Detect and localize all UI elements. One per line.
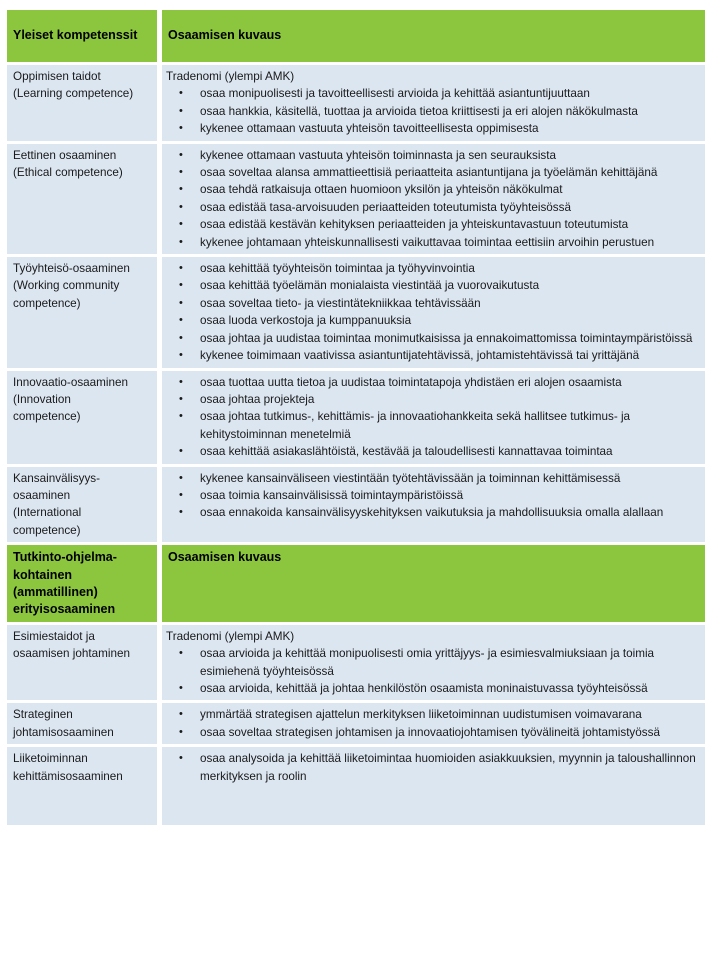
bullet-icon: •	[179, 647, 183, 660]
bullet-icon: •	[179, 488, 183, 501]
bullet-text: osaa luoda verkostoja ja kumppanuuksia	[200, 314, 412, 328]
bullet-icon: •	[179, 349, 183, 362]
competence-name-line: Kansainvälisyys-	[13, 471, 101, 485]
bullet-icon: •	[179, 445, 183, 458]
competence-cell	[7, 144, 157, 254]
section-header-line: Yleiset kompetenssit	[13, 28, 138, 43]
bullet-list	[166, 147, 701, 251]
bullet-icon: •	[179, 725, 183, 738]
bullet-icon: •	[179, 122, 183, 135]
bullet-text: osaa kehittää työelämän monialaista viestintää ja vuorovaikutusta	[200, 279, 540, 293]
competence-name-line: osaaminen	[13, 488, 71, 502]
section-header-row	[7, 10, 705, 62]
bullet-item	[166, 347, 701, 364]
description-cell	[162, 371, 705, 464]
bullet-icon: •	[179, 392, 183, 405]
bullet-text: kykenee kansainväliseen viestintään työtehtävissään ja toiminnan kehittämisessä	[200, 471, 621, 485]
bullet-item	[166, 103, 701, 120]
bullet-text: osaa johtaa projekteja	[200, 392, 315, 406]
bullet-item	[166, 750, 701, 785]
bullet-text: ymmärtää strategisen ajattelun merkityksen liiketoiminnan uudistumisen voimavarana	[200, 708, 642, 722]
competence-name-line: (International	[13, 506, 82, 520]
bullet-icon: •	[179, 104, 183, 117]
table-row	[7, 625, 705, 701]
bullet-icon: •	[179, 200, 183, 213]
competence-name-line: (Ethical competence)	[13, 166, 123, 180]
bullet-text: osaa soveltaa strategisen johtamisen ja innovaatiojohtamisen työvälineitä johtamistyössä	[200, 725, 660, 739]
bullet-list	[166, 706, 701, 741]
section-header-description: Osaamisen kuvaus	[162, 10, 705, 62]
bullet-text: kykenee ottamaan vastuuta yhteisön tavoitteellisesta oppimisesta	[200, 122, 539, 136]
competence-cell	[7, 747, 157, 825]
bullet-text: osaa edistää tasa-arvoisuuden periaatteiden toteutumista työyhteisössä	[200, 200, 571, 214]
bullet-item	[166, 391, 701, 408]
bullet-text: osaa kehittää asiakaslähtöistä, kestävää ja taloudellisesti kannattavaa toimintaa	[200, 445, 613, 459]
competence-table	[2, 7, 710, 828]
section-header-competence	[7, 10, 157, 62]
bullet-icon: •	[179, 262, 183, 275]
bullet-item	[166, 487, 701, 504]
bullet-text: osaa arvioida, kehittää ja johtaa henkilöstön osaamista moninaistuvassa työyhteisössä	[200, 682, 648, 695]
bullet-list	[166, 85, 701, 137]
bullet-item	[166, 443, 701, 460]
bullet-list	[166, 645, 701, 697]
description-cell	[162, 257, 705, 367]
bullet-icon: •	[179, 148, 183, 161]
bullet-text: osaa toimia kansainvälisissä toimintaympäristöissä	[200, 488, 464, 502]
table-row	[7, 703, 705, 744]
bullet-item	[166, 181, 701, 198]
competence-name-line: Innovaatio-osaaminen	[13, 375, 129, 389]
bullet-text: osaa kehittää työyhteisön toimintaa ja työhyvinvointia	[200, 262, 475, 276]
bullet-text: osaa soveltaa tieto- ja viestintätekniikkaa tehtävissään	[200, 296, 481, 310]
bullet-text: osaa monipuolisesti ja tavoitteellisesti arvioida ja kehittää asiantuntijuuttaan	[200, 87, 590, 101]
description-cell	[162, 625, 705, 701]
bullet-text: osaa soveltaa alansa ammattieettisiä periaatteita asiantuntijana ja työelämän kehittäjänä	[200, 166, 658, 180]
competence-name-line: Liiketoiminnan	[13, 752, 88, 766]
bullet-text: osaa arvioida ja kehittää monipuolisesti omia yrittäjyys- ja esimiesvalmiuksiaan ja toimia esimiehenä työyhteisössä	[200, 647, 655, 678]
bullet-item	[166, 330, 701, 347]
bullet-icon: •	[179, 708, 183, 721]
competence-name-line: (Working community	[13, 279, 120, 293]
competence-name-line: (Learning competence)	[13, 87, 134, 101]
section-header-line: kohtainen	[13, 567, 73, 582]
bullet-icon: •	[179, 183, 183, 196]
competence-cell	[7, 467, 157, 543]
bullet-text: osaa tehdä ratkaisuja ottaen huomioon yksilön ja yhteisön näkökulmat	[200, 183, 563, 197]
bullet-item	[166, 216, 701, 233]
competence-name-line: osaamisen johtaminen	[13, 647, 130, 661]
competence-cell	[7, 371, 157, 464]
bullet-item	[166, 164, 701, 181]
bullet-item	[166, 645, 701, 680]
bullet-list	[166, 750, 701, 785]
bullet-icon: •	[179, 682, 183, 694]
competence-name-line: (Innovation	[13, 392, 71, 406]
section-header-line: (ammatillinen)	[13, 584, 98, 599]
bullet-item	[166, 199, 701, 216]
bullet-icon: •	[179, 506, 183, 519]
competence-name-line: Työyhteisö-osaaminen	[13, 262, 130, 276]
section-header-line: Tutkinto-ohjelma-	[13, 550, 117, 565]
bullet-item	[166, 120, 701, 137]
competence-table-body	[7, 10, 705, 825]
bullet-icon: •	[179, 375, 183, 388]
description-cell	[162, 65, 705, 141]
bullet-icon: •	[179, 410, 183, 423]
table-row	[7, 747, 705, 825]
bullet-icon: •	[179, 314, 183, 327]
degree-title: Tradenomi (ylempi AMK)	[166, 629, 295, 643]
bullet-icon: •	[179, 87, 183, 100]
bullet-text: osaa tuottaa uutta tietoa ja uudistaa toimintatapoja yhdistäen eri alojen osaamista	[200, 375, 622, 389]
competence-cell	[7, 65, 157, 141]
competence-cell	[7, 703, 157, 744]
section-header-line: erityisosaaminen	[13, 602, 116, 617]
bullet-item	[166, 706, 701, 723]
competence-name-line: Strateginen	[13, 708, 73, 722]
section-header-row	[7, 545, 705, 622]
section-header-competence	[7, 545, 157, 622]
bullet-icon: •	[179, 279, 183, 292]
competence-name-line: Esimiestaidot ja	[13, 629, 95, 643]
bullet-item	[166, 277, 701, 294]
bullet-item	[166, 147, 701, 164]
competence-cell	[7, 257, 157, 367]
bullet-item	[166, 504, 701, 521]
degree-title: Tradenomi (ylempi AMK)	[166, 70, 295, 83]
bullet-text: osaa hankkia, käsitellä, tuottaa ja arvioida tietoa kriittisesti ja eri alojen näkökulmasta	[200, 104, 638, 118]
description-cell	[162, 467, 705, 543]
bullet-icon: •	[179, 296, 183, 309]
bullet-item	[166, 295, 701, 312]
table-row	[7, 65, 705, 141]
description-cell	[162, 703, 705, 744]
competence-name-line: competence)	[13, 523, 81, 537]
bullet-text: osaa johtaa ja uudistaa toimintaa monimutkaisissa ja ennakoimattomissa toimintaympäristöissä	[200, 331, 693, 345]
table-row	[7, 144, 705, 254]
bullet-text: kykenee ottamaan vastuuta yhteisön toiminnasta ja sen seurauksista	[200, 148, 557, 162]
bullet-list	[166, 374, 701, 461]
competence-name-line: johtamisosaaminen	[13, 725, 114, 739]
competence-name-line: kehittämisosaaminen	[13, 769, 123, 783]
bullet-icon: •	[179, 166, 183, 179]
bullet-icon: •	[179, 331, 183, 344]
table-row	[7, 257, 705, 367]
bullet-item	[166, 408, 701, 443]
bullet-item	[166, 470, 701, 487]
competence-name-line: competence)	[13, 410, 81, 424]
bullet-icon: •	[179, 471, 183, 484]
bullet-icon: •	[179, 752, 183, 765]
competence-cell	[7, 625, 157, 701]
bullet-icon: •	[179, 235, 183, 248]
bullet-item	[166, 312, 701, 329]
bullet-item	[166, 374, 701, 391]
competence-name-line: Oppimisen taidot	[13, 70, 101, 83]
bullet-text: osaa edistää kestävän kehityksen periaatteiden ja yhteiskuntavastuun toteutumista	[200, 218, 629, 232]
bullet-list	[166, 470, 701, 522]
bullet-text: kykenee johtamaan yhteiskunnallisesti vaikuttavaa toimintaa eettisiin arvoihin perustuen	[200, 235, 655, 249]
bullet-list	[166, 260, 701, 364]
description-cell	[162, 747, 705, 825]
table-row	[7, 467, 705, 543]
description-cell	[162, 144, 705, 254]
competence-name-line: competence)	[13, 296, 81, 310]
section-header-description: Osaamisen kuvaus	[162, 545, 705, 622]
bullet-item	[166, 85, 701, 102]
competence-name-line: Eettinen osaaminen	[13, 148, 117, 162]
bullet-item	[166, 260, 701, 277]
bullet-icon: •	[179, 218, 183, 231]
bullet-item	[166, 234, 701, 251]
bullet-item	[166, 680, 701, 697]
bullet-text: kykenee toimimaan vaativissa asiantuntijatehtävissä, johtamistehtävissä tai yrittäjänä	[200, 349, 640, 363]
table-row	[7, 371, 705, 464]
bullet-text: osaa analysoida ja kehittää liiketoimintaa huomioiden asiakkuuksien, myynnin ja taloushallinnon merkityksen ja roolin	[200, 752, 696, 783]
bullet-text: osaa johtaa tutkimus-, kehittämis- ja innovaatiohankkeita sekä hallitsee tutkimus- ja kehitystoiminnan menetelmiä	[200, 410, 631, 441]
bullet-item	[166, 724, 701, 741]
bullet-text: osaa ennakoida kansainvälisyyskehityksen vaikutuksia ja mahdollisuuksia omalla alallaan	[200, 506, 664, 520]
